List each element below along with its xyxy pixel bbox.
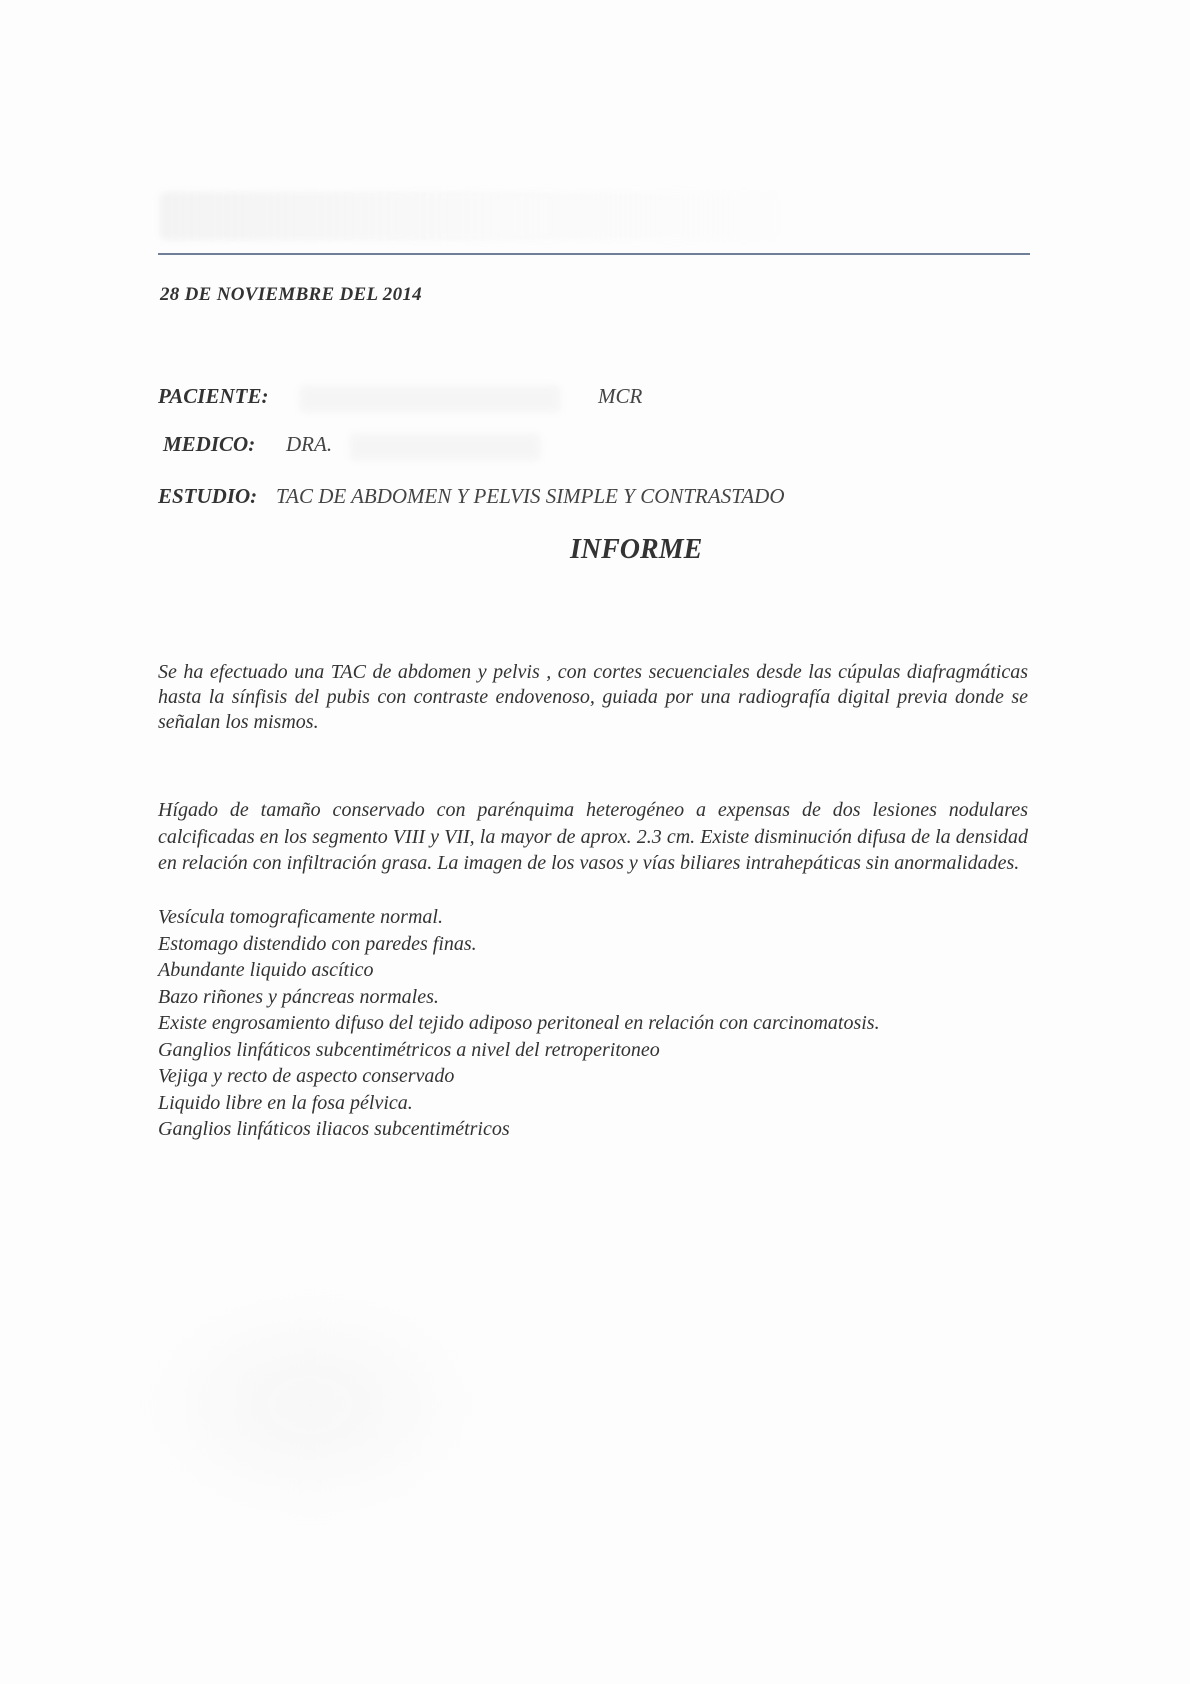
report-title: INFORME (570, 534, 703, 565)
finding-item: Existe engrosamiento difuso del tejido adiposo peritoneal en relación con carcinomatosis. (158, 1012, 880, 1034)
liver-finding: Hígado de tamaño conservado con parénquima heterogéneo a expensas de dos lesiones nodulares calcificadas en los segmento VIII y VII, la mayor de aprox. 2.3 cm. Existe disminución difusa de la densidad en relación con infiltración grasa. La imagen de los vasos y vías biliares intrahepáticas sin anormalidades. (158, 799, 1028, 874)
findings-list (158, 904, 1038, 1143)
intro-paragraph: Se ha efectuado una TAC de abdomen y pelvis , con cortes secuenciales desde las cúpulas diafragmáticas hasta la sínfisis del pubis con contraste endovenoso, guiada por una radiografía digital previa donde se señalan los mismos. (158, 661, 1028, 733)
study-value: TAC DE ABDOMEN Y PELVIS SIMPLE Y CONTRASTADO (276, 484, 785, 508)
redacted-doctor-name (350, 434, 540, 460)
finding-item: Ganglios linfáticos iliacos subcentimétricos (158, 1118, 510, 1140)
finding-item: Vejiga y recto de aspecto conservado (158, 1065, 455, 1087)
doctor-value: DRA. (286, 432, 333, 456)
study-label: ESTUDIO: (158, 484, 258, 508)
finding-item: Ganglios linfáticos subcentimétricos a nivel del retroperitoneo (158, 1038, 660, 1061)
report-date: 28 DE NOVIEMBRE DEL 2014 (160, 284, 422, 305)
doctor-label: MEDICO: (163, 432, 256, 456)
patient-value: MCR (598, 384, 643, 408)
finding-item: Liquido libre en la fosa pélvica. (158, 1091, 413, 1114)
patient-label: PACIENTE: (158, 384, 269, 408)
redacted-signature (140, 1290, 480, 1520)
redacted-patient-name (300, 386, 560, 412)
finding-item: Estomago distendido con paredes finas. (158, 932, 477, 955)
header-divider (158, 253, 1030, 255)
redacted-letterhead (160, 192, 780, 240)
finding-item: Vesícula tomograficamente normal. (158, 906, 443, 928)
finding-item: Bazo riñones y páncreas normales. (158, 985, 439, 1008)
finding-item: Abundante liquido ascítico (158, 959, 374, 981)
